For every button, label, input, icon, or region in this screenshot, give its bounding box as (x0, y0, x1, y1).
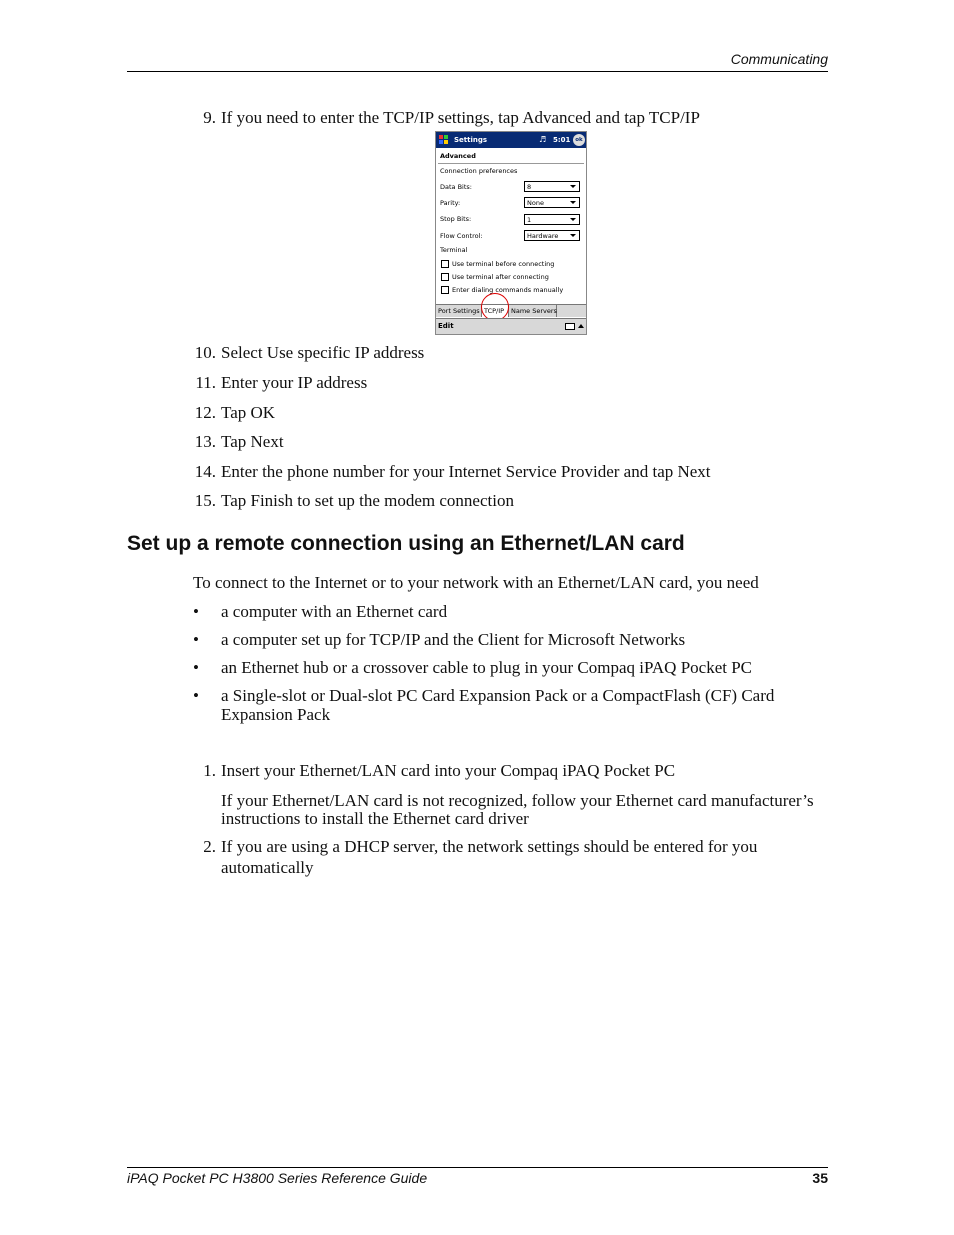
step-number: 11. (195, 373, 216, 392)
checkbox-label: Enter dialing commands manually (452, 286, 564, 294)
step-number: 10. (194, 343, 216, 362)
screen-heading: Advanced (440, 152, 476, 160)
section-heading: Set up a remote connection using an Ethernet/LAN card (127, 532, 685, 555)
field-label: Flow Control: (440, 232, 483, 240)
highlight-circle (481, 293, 509, 321)
tab-tcp-ip: TCP/IP (482, 305, 509, 317)
bullet-text-continued: Expansion Pack (221, 705, 331, 724)
field-label: Data Bits: (440, 183, 472, 191)
divider (438, 163, 584, 164)
step-number: 9. (203, 108, 216, 127)
section-intro: To connect to the Internet or to your network with an Ethernet/LAN card, you need (193, 573, 759, 592)
bullet-text: an Ethernet hub or a crossover cable to plug in your Compaq iPAQ Pocket PC (221, 658, 753, 677)
footer-title: iPAQ Pocket PC H3800 Series Reference Guide (127, 1170, 428, 1186)
stop-bits-dropdown (524, 214, 580, 225)
step-text: Insert your Ethernet/LAN card into your Compaq iPAQ Pocket PC (221, 761, 676, 780)
step-number: 2. (203, 837, 216, 856)
step-text: If you need to enter the TCP/IP settings, tap Advanced and tap TCP/IP (221, 108, 700, 127)
checkbox-label: Use terminal after connecting (452, 273, 549, 281)
field-label: Parity: (440, 199, 461, 207)
step-number: 12. (194, 403, 216, 422)
pocket-pc-screenshot (435, 131, 587, 335)
bullet-text: a Single-slot or Dual-slot PC Card Expansion Pack or a CompactFlash (CF) Card (221, 686, 775, 705)
group-label: Connection preferences (440, 167, 518, 175)
running-header: Communicating (730, 51, 828, 67)
step-note: If your Ethernet/LAN card is not recognized, follow your Ethernet card manufacturer’s (221, 791, 814, 810)
bullet-icon: • (193, 658, 199, 677)
step-text: Enter your IP address (221, 373, 368, 392)
bullet-text: a computer set up for TCP/IP and the Client for Microsoft Networks (221, 630, 686, 649)
dropdown-value: Hardware (527, 232, 559, 240)
step-number: 1. (203, 761, 216, 780)
step-number: 15. (194, 491, 216, 510)
footer-rule (127, 1167, 828, 1168)
step-text: Tap OK (221, 403, 276, 422)
page-number: 35 (812, 1170, 828, 1186)
ok-button: ok (573, 134, 585, 146)
step-text-continued: automatically (221, 858, 314, 877)
tab-name-servers: Name Servers (511, 307, 557, 315)
up-arrow-icon (578, 324, 584, 328)
checkbox (441, 273, 449, 281)
title-bar (436, 132, 586, 148)
step-note-continued: instructions to install the Ethernet card driver (221, 809, 529, 828)
dropdown-arrow-icon (570, 218, 576, 221)
dropdown-arrow-icon (570, 201, 576, 204)
step-text: If you are using a DHCP server, the network settings should be entered for you (221, 837, 758, 856)
flow-control-dropdown (524, 230, 580, 241)
edit-menu: Edit (438, 322, 454, 330)
window-title: Settings (454, 136, 488, 144)
header-rule (127, 71, 828, 72)
data-bits-dropdown (524, 181, 580, 192)
command-bar (436, 318, 586, 335)
step-number: 13. (194, 432, 216, 451)
bullet-text: a computer with an Ethernet card (221, 602, 448, 621)
step-text: Enter the phone number for your Internet Service Provider and tap Next (221, 462, 711, 481)
windows-start-icon (438, 134, 449, 145)
bullet-icon: • (193, 602, 199, 621)
dropdown-arrow-icon (570, 185, 576, 188)
checkbox-label: Use terminal before connecting (452, 260, 555, 268)
tab-bar (436, 304, 586, 317)
dropdown-value: 8 (527, 183, 532, 191)
step-text: Tap Finish to set up the modem connection (221, 491, 514, 510)
bullet-icon: • (193, 686, 199, 705)
step-text: Tap Next (221, 432, 284, 451)
bullet-icon: • (193, 630, 199, 649)
checkbox (441, 286, 449, 294)
terminal-label: Terminal (440, 246, 468, 254)
dropdown-value: 1 (527, 216, 532, 224)
tab-port-settings: Port Settings (436, 305, 482, 317)
checkbox (441, 260, 449, 268)
dropdown-value: None (527, 199, 544, 207)
step-number: 14. (194, 462, 216, 481)
speaker-icon: ♬ (539, 135, 547, 144)
keyboard-icon (565, 323, 575, 330)
field-label: Stop Bits: (440, 215, 472, 223)
dropdown-arrow-icon (570, 234, 576, 237)
parity-dropdown (524, 197, 580, 208)
clock: 5:01 (553, 136, 571, 144)
step-text: Select Use specific IP address (221, 343, 425, 362)
